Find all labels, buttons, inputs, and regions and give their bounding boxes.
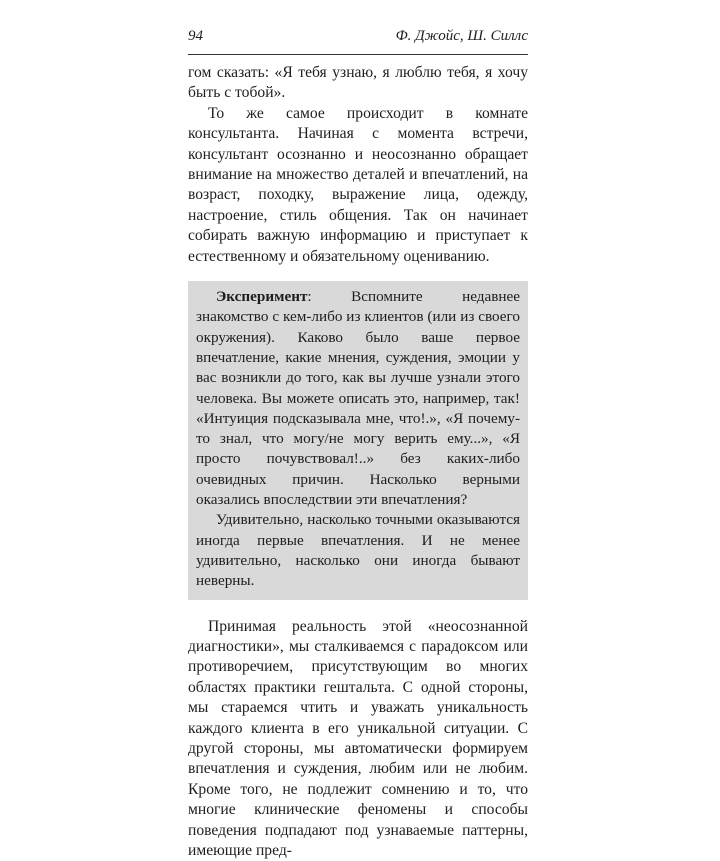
- experiment-paragraph-2: Удивительно, насколько точными оказываются иногда первые впечатления. И не менее удивительно, насколько они иногда бывают неверны.: [196, 511, 520, 590]
- running-title: Ф. Джойс, Ш. Силлс: [395, 28, 528, 44]
- paragraph: Принимая реальность этой «неосознанной диагностики», мы сталкиваемся с парадоксом или противоречием, присутствующим во многих областях практики гештальта. С одной стороны, мы стараемся чтить и уважать уникальность каждого клиента в его уникальной ситуации. С другой стороны, мы автоматически формируем впечатления и суждения, любим или не любим. Кроме того, не подлежит сомнению и то, что многие клинические феномены и способы поведения подпадают под узнаваемые паттерны, имеющие пред-: [188, 617, 528, 859]
- body-text-top: [188, 63, 528, 267]
- experiment-text: : Вспомните недавнее знакомство с кем-либо из клиентов (или из своего окружения). Каково было ваше первое впечатление, какие мнения, суждения, эмоции у вас возникли до того, как вы лучше узнали этого человека. Вы можете описать это, например, так! «Интуиция подсказывала мне, что!.», «Я почему-то знал, что могу/не могу верить ему...», «Я просто почувствовал!..» без каких-либо очевидных причин. Насколько верными оказались впоследствии эти впечатления?: [196, 288, 520, 509]
- experiment-label: Эксперимент: [216, 288, 308, 306]
- experiment-box: [188, 281, 528, 599]
- paragraph: То же самое происходит в комнате консультанта. Начиная с момента встречи, консультант осознанно и неосознанно обращает внимание на множество деталей и впечатлений, на возраст, походку, выражение лица, одежду, настроение, стиль общения. Так он начинает собирать важную информацию и приступает к естественному и обязательному оцениванию.: [188, 104, 528, 265]
- continuation-paragraph: гом сказать: «Я тебя узнаю, я люблю тебя, я хочу быть с тобой».: [188, 64, 528, 102]
- body-text-bottom: [188, 617, 528, 861]
- book-page: [188, 26, 528, 861]
- experiment-paragraph: [196, 287, 520, 510]
- page-header: [188, 26, 528, 55]
- page-number: 94: [188, 28, 203, 44]
